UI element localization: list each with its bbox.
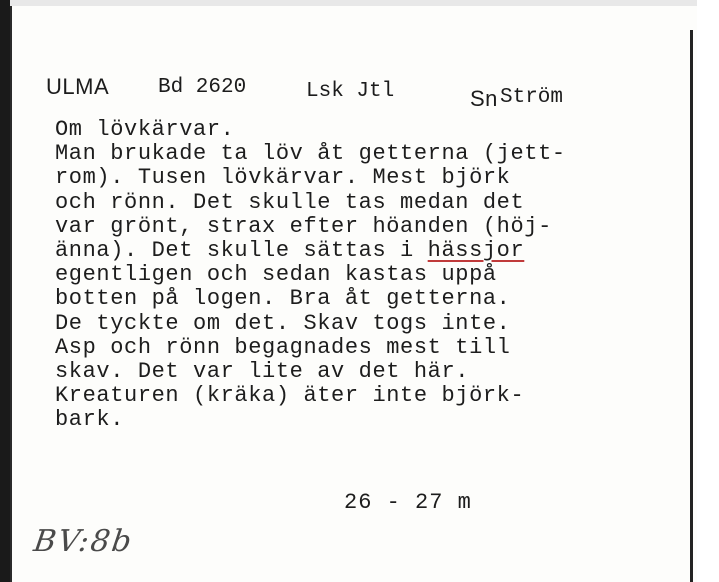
header-informant-prefix: Sn: [470, 86, 498, 111]
body-line: bark.: [55, 407, 125, 433]
header-region: Lsk Jtl: [306, 80, 395, 103]
underlined-word: hässjor: [427, 237, 525, 263]
body-line: egentligen och sedan kastas uppå: [55, 262, 497, 288]
handwritten-code: BV:8b: [31, 524, 136, 559]
body-line: Om lövkärvar.: [55, 117, 235, 142]
body-line: och rönn. Det skulle tas medan det: [55, 189, 525, 215]
card-edge-line: [690, 30, 693, 582]
card-right-margin: [697, 0, 719, 582]
card-body-text: [55, 118, 566, 432]
body-line: var grönt, strax efter höanden (höj-: [55, 213, 552, 239]
body-line: botten på logen. Bra åt getterna.: [55, 286, 511, 312]
body-line: Kreaturen (kräka) äter inte björk-: [55, 383, 525, 409]
header-informant-name: Ström: [500, 86, 564, 109]
body-line: De tyckte om det. Skav togs inte.: [55, 310, 511, 336]
body-line: rom). Tusen lövkärvar. Mest björk: [55, 165, 511, 191]
body-line: Asp och rönn begagnades mest till: [55, 334, 511, 360]
page-reference: 26 - 27 m: [344, 490, 472, 515]
body-line-text: änna). Det skulle sättas i: [55, 237, 428, 263]
header-place: ULMA: [46, 74, 110, 99]
header-volume: Bd 2620: [158, 76, 247, 99]
body-line: skav. Det var lite av det här.: [55, 358, 470, 384]
body-line-with-underline: [55, 239, 566, 263]
body-line: Man brukade ta löv åt getterna (jett-: [55, 141, 566, 167]
